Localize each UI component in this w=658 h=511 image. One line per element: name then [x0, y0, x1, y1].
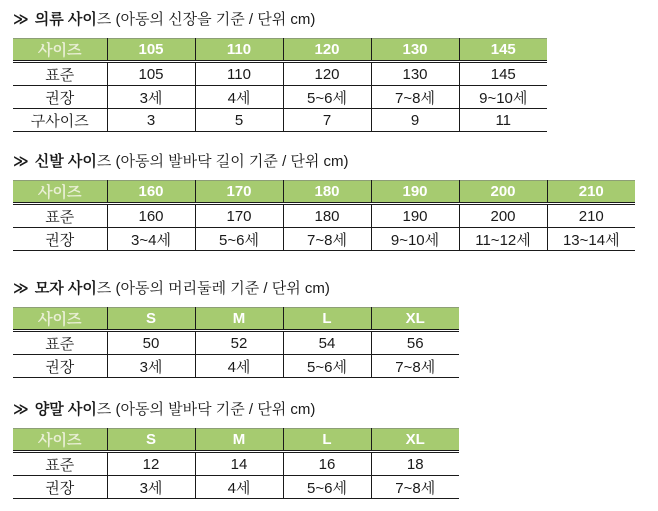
value-cell: 170	[195, 204, 283, 228]
value-cell: 16	[283, 452, 371, 476]
table-header-row	[13, 181, 635, 204]
row-label-cell: 표준	[13, 62, 107, 86]
table-row	[13, 331, 459, 355]
hat-size-title	[13, 279, 658, 299]
value-cell: 3세	[107, 476, 195, 499]
sock-size-title-rest: 즈 (아동의 발바닥 기준 / 단위 cm)	[96, 401, 316, 418]
header-cell: 160	[107, 181, 195, 204]
value-cell: 4세	[195, 476, 283, 499]
header-cell: S	[107, 308, 195, 331]
value-cell: 54	[283, 331, 371, 355]
table-row	[13, 228, 635, 251]
double-chevron-icon: ≫	[13, 401, 28, 418]
row-label-cell: 권장	[13, 476, 107, 499]
value-cell: 5	[195, 109, 283, 132]
hat-size-table	[13, 307, 459, 378]
header-cell: 200	[459, 181, 547, 204]
value-cell: 5~6세	[195, 228, 283, 251]
value-cell: 7~8세	[371, 86, 459, 109]
table-row	[13, 355, 459, 378]
header-cell: 130	[371, 39, 459, 62]
hat-size-title-bold: 모자 사이	[34, 280, 97, 297]
header-cell: L	[283, 429, 371, 452]
header-cell: 145	[459, 39, 547, 62]
value-cell: 9~10세	[459, 86, 547, 109]
value-cell: 200	[459, 204, 547, 228]
double-chevron-icon: ≫	[13, 11, 28, 28]
row-label-cell: 권장	[13, 86, 107, 109]
value-cell: 130	[371, 62, 459, 86]
value-cell: 3	[107, 109, 195, 132]
shoe-size-title-rest: 즈 (아동의 발바닥 길이 기준 / 단위 cm)	[96, 153, 349, 170]
sock-size-table	[13, 428, 459, 499]
table-header-row	[13, 308, 459, 331]
section-hat-size	[13, 279, 658, 378]
header-cell: 170	[195, 181, 283, 204]
header-cell: 사이즈	[13, 181, 107, 204]
shoe-size-title	[13, 152, 658, 172]
value-cell: 5~6세	[283, 476, 371, 499]
header-cell: XL	[371, 429, 459, 452]
value-cell: 110	[195, 62, 283, 86]
hat-size-title-rest: 즈 (아동의 머리둘레 기준 / 단위 cm)	[96, 280, 330, 297]
table-row	[13, 476, 459, 499]
value-cell: 120	[283, 62, 371, 86]
row-label-cell: 표준	[13, 204, 107, 228]
table-row	[13, 204, 635, 228]
header-cell: 105	[107, 39, 195, 62]
table-row	[13, 62, 547, 86]
header-cell: M	[195, 429, 283, 452]
value-cell: 180	[283, 204, 371, 228]
value-cell: 50	[107, 331, 195, 355]
value-cell: 3세	[107, 355, 195, 378]
header-cell: S	[107, 429, 195, 452]
value-cell: 5~6세	[283, 86, 371, 109]
value-cell: 3세	[107, 86, 195, 109]
value-cell: 7~8세	[283, 228, 371, 251]
value-cell: 210	[547, 204, 635, 228]
value-cell: 56	[371, 331, 459, 355]
header-cell: 사이즈	[13, 39, 107, 62]
header-cell: 120	[283, 39, 371, 62]
row-label-cell: 표준	[13, 452, 107, 476]
clothing-size-title	[13, 10, 658, 30]
header-cell: 180	[283, 181, 371, 204]
table-row	[13, 86, 547, 109]
double-chevron-icon: ≫	[13, 153, 28, 170]
value-cell: 9~10세	[371, 228, 459, 251]
header-cell: XL	[371, 308, 459, 331]
header-cell: 190	[371, 181, 459, 204]
value-cell: 190	[371, 204, 459, 228]
table-row	[13, 109, 547, 132]
header-cell: 210	[547, 181, 635, 204]
value-cell: 11~12세	[459, 228, 547, 251]
value-cell: 14	[195, 452, 283, 476]
value-cell: 3~4세	[107, 228, 195, 251]
row-label-cell: 표준	[13, 331, 107, 355]
double-chevron-icon: ≫	[13, 280, 28, 297]
header-cell: M	[195, 308, 283, 331]
header-cell: 사이즈	[13, 308, 107, 331]
table-header-row	[13, 39, 547, 62]
value-cell: 105	[107, 62, 195, 86]
clothing-size-table	[13, 38, 547, 132]
value-cell: 11	[459, 109, 547, 132]
value-cell: 145	[459, 62, 547, 86]
value-cell: 7	[283, 109, 371, 132]
row-label-cell: 구사이즈	[13, 109, 107, 132]
sock-size-title	[13, 400, 658, 420]
section-shoe-size	[13, 152, 658, 251]
value-cell: 52	[195, 331, 283, 355]
clothing-size-title-bold: 의류 사이	[34, 11, 97, 28]
section-sock-size	[13, 400, 658, 499]
value-cell: 4세	[195, 86, 283, 109]
header-cell: L	[283, 308, 371, 331]
value-cell: 4세	[195, 355, 283, 378]
value-cell: 18	[371, 452, 459, 476]
value-cell: 7~8세	[371, 476, 459, 499]
row-label-cell: 권장	[13, 355, 107, 378]
value-cell: 13~14세	[547, 228, 635, 251]
clothing-size-title-rest: 즈 (아동의 신장을 기준 / 단위 cm)	[96, 11, 316, 28]
table-header-row	[13, 429, 459, 452]
value-cell: 7~8세	[371, 355, 459, 378]
value-cell: 12	[107, 452, 195, 476]
section-clothing-size	[13, 10, 658, 132]
sock-size-title-bold: 양말 사이	[34, 401, 97, 418]
header-cell: 사이즈	[13, 429, 107, 452]
shoe-size-table	[13, 180, 635, 251]
header-cell: 110	[195, 39, 283, 62]
value-cell: 160	[107, 204, 195, 228]
value-cell: 5~6세	[283, 355, 371, 378]
value-cell: 9	[371, 109, 459, 132]
table-row	[13, 452, 459, 476]
row-label-cell: 권장	[13, 228, 107, 251]
shoe-size-title-bold: 신발 사이	[34, 153, 97, 170]
